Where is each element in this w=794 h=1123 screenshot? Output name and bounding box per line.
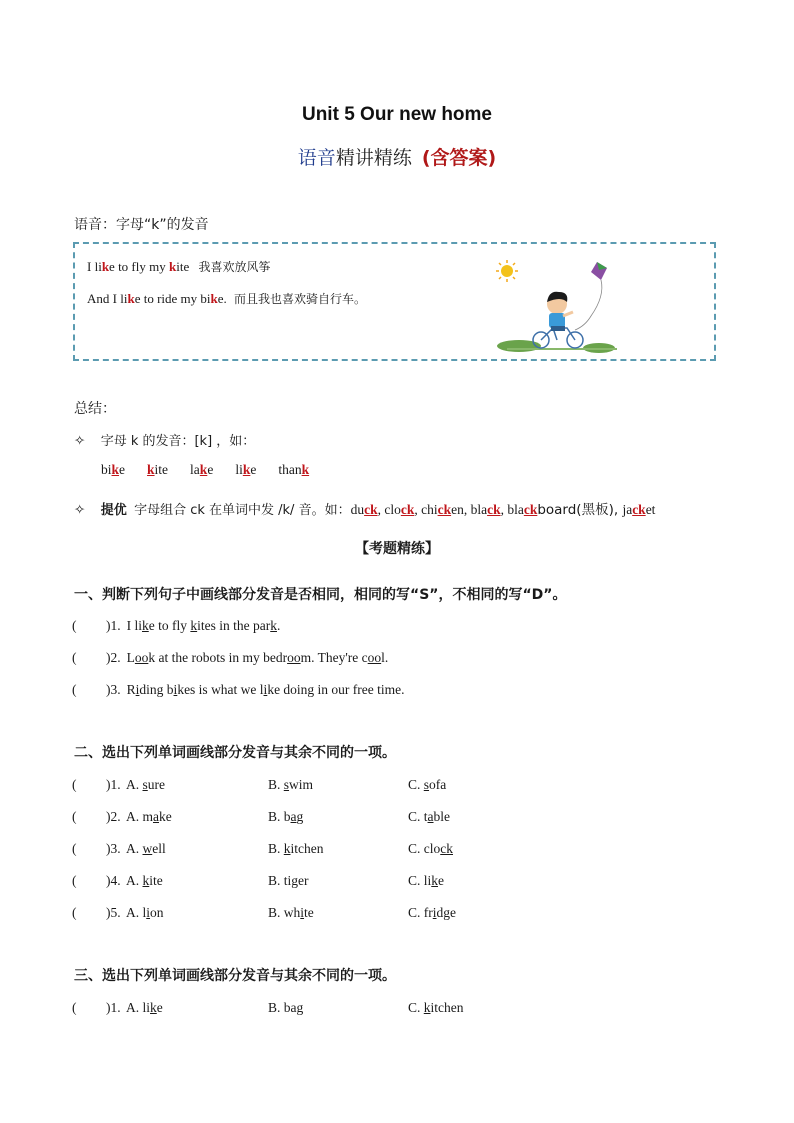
answer-blank[interactable]: (	[72, 777, 77, 792]
highlight-k: k	[111, 462, 120, 477]
k-word-examples	[101, 462, 309, 478]
text-segment: ite	[154, 462, 169, 477]
text-segment: du	[350, 502, 365, 517]
highlight-k: k	[242, 462, 251, 477]
text-segment: C. li	[408, 873, 432, 888]
text-segment: e	[438, 873, 445, 888]
highlight-ck: ck	[437, 502, 452, 517]
answer-blank[interactable]: (	[72, 841, 77, 856]
boy-icon	[547, 292, 573, 331]
example-line-2	[87, 290, 366, 307]
option-b[interactable]	[268, 777, 313, 793]
option-c[interactable]	[408, 809, 450, 825]
text-segment: C. clo	[408, 841, 441, 856]
highlight-k: k	[199, 462, 208, 477]
question-sentence	[127, 618, 281, 633]
example-box	[73, 242, 716, 361]
text-segment: ites in the par	[197, 618, 271, 633]
bullet-icon: ✧	[74, 502, 86, 517]
text-segment: bi	[101, 462, 112, 477]
text-segment: B.	[268, 841, 284, 856]
underlined-segment: k	[270, 618, 277, 633]
ck-word	[471, 502, 508, 517]
text-segment: te	[304, 905, 314, 920]
underlined-segment: s	[142, 777, 148, 792]
text-segment: A.	[126, 777, 143, 792]
text-segment: ite	[149, 873, 163, 888]
option-c[interactable]	[408, 777, 446, 793]
k-word	[190, 462, 213, 477]
underlined-segment: i	[263, 682, 268, 697]
question-number: )1.	[106, 618, 121, 633]
highlight-ck: ck	[487, 502, 501, 517]
page-title: Unit 5 Our new home	[301, 104, 493, 125]
text-segment: k at the robots in my bedr	[148, 650, 288, 665]
text-segment: B.	[268, 777, 284, 792]
underlined-segment: ck	[440, 841, 453, 856]
option-a[interactable]	[126, 1000, 163, 1016]
text-segment: l.	[381, 650, 389, 665]
text-segment: ja	[622, 502, 633, 517]
answer-blank[interactable]: (	[72, 905, 77, 920]
part-2-heading: 二、选出下列单词画线部分发音与其余不同的一项。	[74, 745, 396, 761]
question-row	[72, 905, 632, 921]
text-segment: A.	[126, 873, 143, 888]
highlight-k: k	[301, 462, 310, 477]
rule-text: 字母 k 的发音：[k] ，如：	[100, 434, 256, 449]
chinese-translation: 而且我也喜欢骑自行车。	[234, 292, 367, 306]
text-segment: ding b	[139, 682, 174, 697]
underlined-segment: s	[283, 777, 290, 792]
question-row	[72, 809, 632, 825]
chinese-translation: 我喜欢放风筝	[198, 260, 271, 274]
boy-riding-bike-illustration	[487, 256, 627, 356]
part-1-heading: 一、判断下列句子中画线部分发音是否相同，相同的写“S”，不相同的写“D”。	[74, 587, 567, 603]
text-segment: li	[235, 462, 243, 477]
subtitle-practice: 精讲精练	[335, 147, 412, 169]
text-segment: C. fr	[408, 905, 433, 920]
question-row	[72, 777, 632, 793]
summary-label: 总结：	[74, 401, 116, 417]
underlined-segment: i	[135, 682, 140, 697]
highlight-k: k	[127, 291, 135, 306]
question-row	[72, 682, 405, 698]
text-segment: en,	[451, 502, 471, 517]
option-c[interactable]	[408, 873, 444, 889]
underlined-segment: k	[431, 873, 439, 888]
text-segment: C. t	[408, 809, 428, 824]
highlight-ck: ck	[400, 502, 415, 517]
underlined-segment: k	[283, 841, 291, 856]
ck-word	[622, 502, 655, 517]
bullet-icon: ✧	[74, 433, 86, 448]
text-segment: e.	[217, 291, 227, 306]
text-segment: B. bag	[268, 1000, 304, 1015]
rule-text: 字母组合 ck 在单词中发 /k/ 音。如：	[134, 503, 351, 518]
ck-word	[384, 502, 421, 517]
question-row	[72, 841, 632, 857]
text-segment: A.	[126, 841, 143, 856]
question-row	[72, 1000, 632, 1016]
page-subtitle	[0, 143, 794, 170]
text-segment: kes is what we l	[177, 682, 264, 697]
rule-tag: 提优	[100, 503, 127, 518]
ck-word	[507, 502, 622, 517]
text-segment: ble	[433, 809, 451, 824]
text-segment: m. They're c	[300, 650, 368, 665]
question-number: )1.	[106, 1000, 121, 1015]
example-line-1	[87, 258, 270, 275]
text-segment: ite	[176, 259, 190, 274]
text-segment: than	[278, 462, 302, 477]
highlight-ck: ck	[523, 502, 538, 517]
k-word	[278, 462, 309, 477]
text-segment: e	[250, 462, 257, 477]
subtitle-answers: (含答案)	[421, 147, 497, 169]
k-word	[147, 462, 168, 477]
text-segment: A. li	[126, 1000, 151, 1015]
text-segment: And I li	[87, 291, 128, 306]
question-sentence	[127, 650, 389, 665]
option-b[interactable]	[268, 809, 303, 825]
ck-word-examples	[351, 502, 656, 517]
underlined-segment: a	[427, 809, 434, 824]
underlined-segment: k	[150, 1000, 157, 1015]
text-segment: ke doing in our free time.	[267, 682, 405, 697]
text-segment: on	[150, 905, 164, 920]
underlined-segment: oo	[367, 650, 382, 665]
highlight-k: k	[168, 259, 177, 274]
underlined-segment: k	[423, 1000, 431, 1015]
answer-blank[interactable]: (	[72, 618, 77, 633]
text-segment: C.	[408, 777, 424, 792]
text-segment: chi	[421, 502, 438, 517]
text-segment: A. l	[126, 905, 147, 920]
underlined-segment: s	[423, 777, 430, 792]
text-segment: B. b	[268, 809, 291, 824]
exam-section-title: 【考题精练】	[355, 541, 439, 557]
highlight-k: k	[210, 291, 218, 306]
ck-word	[421, 502, 471, 517]
underlined-segment: i	[300, 905, 305, 920]
text-segment: R	[126, 682, 136, 697]
ck-word	[351, 502, 385, 517]
answer-blank[interactable]: (	[72, 682, 77, 697]
underlined-segment: a	[153, 809, 159, 824]
option-c[interactable]	[408, 841, 453, 857]
text-segment: la	[190, 462, 200, 477]
text-segment: wim	[289, 777, 314, 792]
option-a[interactable]	[126, 873, 163, 889]
option-a[interactable]	[126, 841, 166, 857]
question-number: )3.	[106, 841, 121, 856]
text-segment: bla	[507, 502, 524, 517]
underlined-segment: i	[146, 905, 151, 920]
text-segment: B. tiger	[268, 873, 309, 888]
text-segment: ofa	[429, 777, 447, 792]
text-segment: B. wh	[268, 905, 301, 920]
text-segment: e	[207, 462, 214, 477]
text-segment: bla	[470, 502, 488, 517]
text-segment: ,	[500, 502, 508, 517]
sun-icon	[496, 260, 518, 282]
question-row	[72, 873, 632, 889]
text-segment: ,	[414, 502, 422, 517]
k-word	[101, 462, 125, 477]
text-segment: board(黑板),	[537, 502, 623, 518]
subtitle-phonics: 语音	[297, 147, 336, 169]
option-a[interactable]	[126, 905, 164, 921]
question-number: )3.	[106, 682, 121, 697]
text-segment: ure	[147, 777, 166, 792]
question-row	[72, 618, 280, 634]
underlined-segment: oo	[287, 650, 301, 665]
text-segment: g	[296, 809, 304, 824]
highlight-k: k	[147, 462, 155, 477]
answer-blank[interactable]: (	[72, 809, 77, 824]
text-segment: I li	[126, 618, 142, 633]
text-segment: itchen	[290, 841, 324, 856]
text-segment: dge	[436, 905, 457, 920]
text-segment: e to fly my	[109, 259, 169, 274]
highlight-k: k	[101, 259, 110, 274]
text-segment: e to ride my bi	[134, 291, 211, 306]
text-segment: ell	[152, 841, 166, 856]
text-segment: L	[126, 650, 135, 665]
option-c[interactable]	[408, 1000, 464, 1016]
question-number: )2.	[106, 809, 121, 824]
question-row	[72, 650, 388, 666]
option-b[interactable]	[268, 905, 314, 921]
highlight-ck: ck	[364, 502, 378, 517]
option-b[interactable]	[268, 873, 309, 889]
question-number: )2.	[106, 650, 121, 665]
summary-rule-2	[74, 498, 655, 518]
summary-rule-1	[74, 430, 255, 449]
question-sentence	[127, 682, 405, 697]
underlined-segment: oo	[134, 650, 149, 665]
option-a[interactable]	[126, 777, 165, 793]
k-word	[235, 462, 256, 477]
highlight-ck: ck	[632, 502, 646, 517]
text-segment: I li	[87, 259, 102, 274]
text-segment: et	[645, 502, 656, 517]
text-segment: e	[119, 462, 126, 477]
answer-blank[interactable]: (	[72, 1000, 77, 1015]
option-c[interactable]	[408, 905, 456, 921]
kite-icon	[575, 262, 607, 330]
underlined-segment: k	[142, 618, 149, 633]
text-segment: ke	[159, 809, 172, 824]
text-segment: ,	[377, 502, 385, 517]
option-b[interactable]	[268, 1000, 303, 1016]
question-number: )1.	[106, 777, 121, 792]
underlined-segment: w	[142, 841, 153, 856]
answer-blank[interactable]: (	[72, 650, 77, 665]
text-segment: e to fly	[148, 618, 191, 633]
part-3-heading: 三、选出下列单词画线部分发音与其余不同的一项。	[74, 968, 396, 984]
underlined-segment: i	[173, 682, 178, 697]
question-number: )5.	[106, 905, 121, 920]
underlined-segment: k	[142, 873, 150, 888]
text-segment: C.	[408, 1000, 424, 1015]
option-b[interactable]	[268, 841, 324, 857]
text-segment: clo	[384, 502, 401, 517]
question-number: )4.	[106, 873, 121, 888]
underlined-segment: a	[290, 809, 297, 824]
text-segment: A. m	[126, 809, 153, 824]
text-segment: e	[156, 1000, 163, 1015]
answer-blank[interactable]: (	[72, 873, 77, 888]
section-label: 语音：字母“k”的发音	[74, 217, 209, 233]
underlined-segment: i	[432, 905, 437, 920]
text-segment: .	[276, 618, 281, 633]
text-segment: itchen	[430, 1000, 464, 1015]
underlined-segment: k	[190, 618, 198, 633]
option-a[interactable]	[126, 809, 172, 825]
